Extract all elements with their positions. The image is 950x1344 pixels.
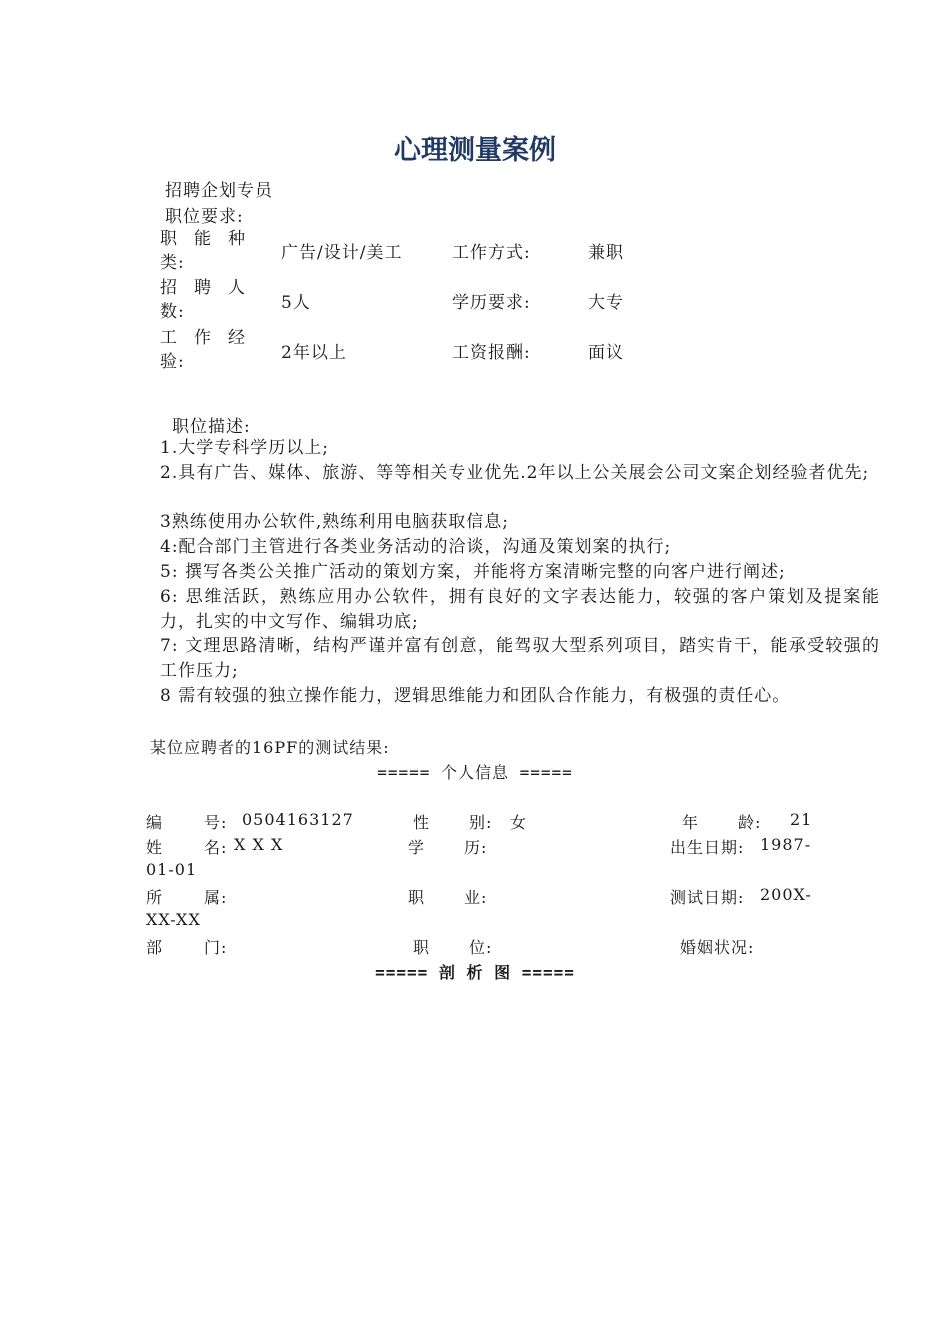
department-label: 部 门: xyxy=(146,938,228,957)
name-value: X X X xyxy=(234,835,284,854)
test-date-value-part2: XX-XX xyxy=(146,910,201,929)
birth-value-part2: 01-01 xyxy=(146,860,198,879)
description-heading: 职位描述: xyxy=(172,417,251,437)
result-intro: 某位应聘者的16PF的测试结果: xyxy=(150,738,390,757)
requirements-heading: 职位要求: xyxy=(165,207,244,227)
occupation-label: 职 业: xyxy=(408,888,488,907)
test-date-value-part1: 200X- xyxy=(760,885,812,904)
description-item-8: 8 需有较强的独立操作能力，逻辑思维能力和团队合作能力，有极强的责任心。 xyxy=(160,686,791,706)
description-item-3: 3熟练使用办公软件,熟练利用电脑获取信息; xyxy=(160,512,509,532)
requirement-label-salary: 工资报酬: xyxy=(452,343,531,363)
affiliation-label: 所 属: xyxy=(146,888,228,907)
page-title: 心理测量案例 xyxy=(394,135,556,166)
job-name: 招聘企划专员 xyxy=(165,181,273,201)
requirement-label-experience: 工 作 经 验: xyxy=(160,328,246,372)
age-value: 21 xyxy=(790,810,813,829)
gender-value: 女 xyxy=(510,813,528,832)
position-label: 职 位: xyxy=(413,938,493,957)
description-item-1: 1.大学专科学历以上; xyxy=(160,438,329,458)
education-label: 学 历: xyxy=(408,838,488,857)
description-item-2: 2.具有广告、媒体、旅游、等等相关专业优先.2年以上公关展会公司文案企划经验者优先; xyxy=(160,463,870,483)
description-item-4: 4:配合部门主管进行各类业务活动的洽谈，沟通及策划案的执行; xyxy=(160,537,672,557)
requirement-label-worktype: 工作方式: xyxy=(452,243,531,263)
age-label: 年 龄: xyxy=(682,813,762,832)
description-item-6: 6: 思维活跃，熟练应用办公软件，拥有良好的文字表达能力，较强的客户策划及提案能力，扎实的中文写作、编辑功底; xyxy=(160,587,880,632)
requirement-label-headcount: 招 聘 人 数: xyxy=(160,278,246,322)
id-label: 编 号: xyxy=(146,813,228,832)
requirement-value-headcount: 5人 xyxy=(281,293,311,313)
test-date-label: 测试日期: xyxy=(670,888,745,907)
marital-label: 婚姻状况: xyxy=(680,938,755,957)
requirement-label-education: 学历要求: xyxy=(452,293,531,313)
requirement-value-experience: 2年以上 xyxy=(281,343,347,363)
requirement-value-category: 广告/设计/美工 xyxy=(281,243,403,263)
description-item-7: 7: 文理思路清晰，结构严谨并富有创意，能驾驭大型系列项目，踏实肯干，能承受较强的工作压力; xyxy=(160,636,880,681)
id-value: 0504163127 xyxy=(242,810,354,829)
requirement-value-salary: 面议 xyxy=(588,343,624,363)
birth-value-part1: 1987- xyxy=(760,835,812,854)
name-label: 姓 名: xyxy=(146,838,228,857)
personal-info-heading: ===== 个人信息 ===== xyxy=(377,763,573,782)
birth-label: 出生日期: xyxy=(670,838,745,857)
description-item-5: 5: 撰写各类公关推广活动的策划方案，并能将方案清晰完整的向客户进行阐述; xyxy=(160,562,786,582)
gender-label: 性 别: xyxy=(413,813,493,832)
analysis-heading: ===== 剖 析 图 ===== xyxy=(375,963,575,982)
requirement-value-education: 大专 xyxy=(588,293,624,313)
requirement-value-worktype: 兼职 xyxy=(588,243,624,263)
requirement-label-category: 职 能 种 类: xyxy=(160,229,246,273)
